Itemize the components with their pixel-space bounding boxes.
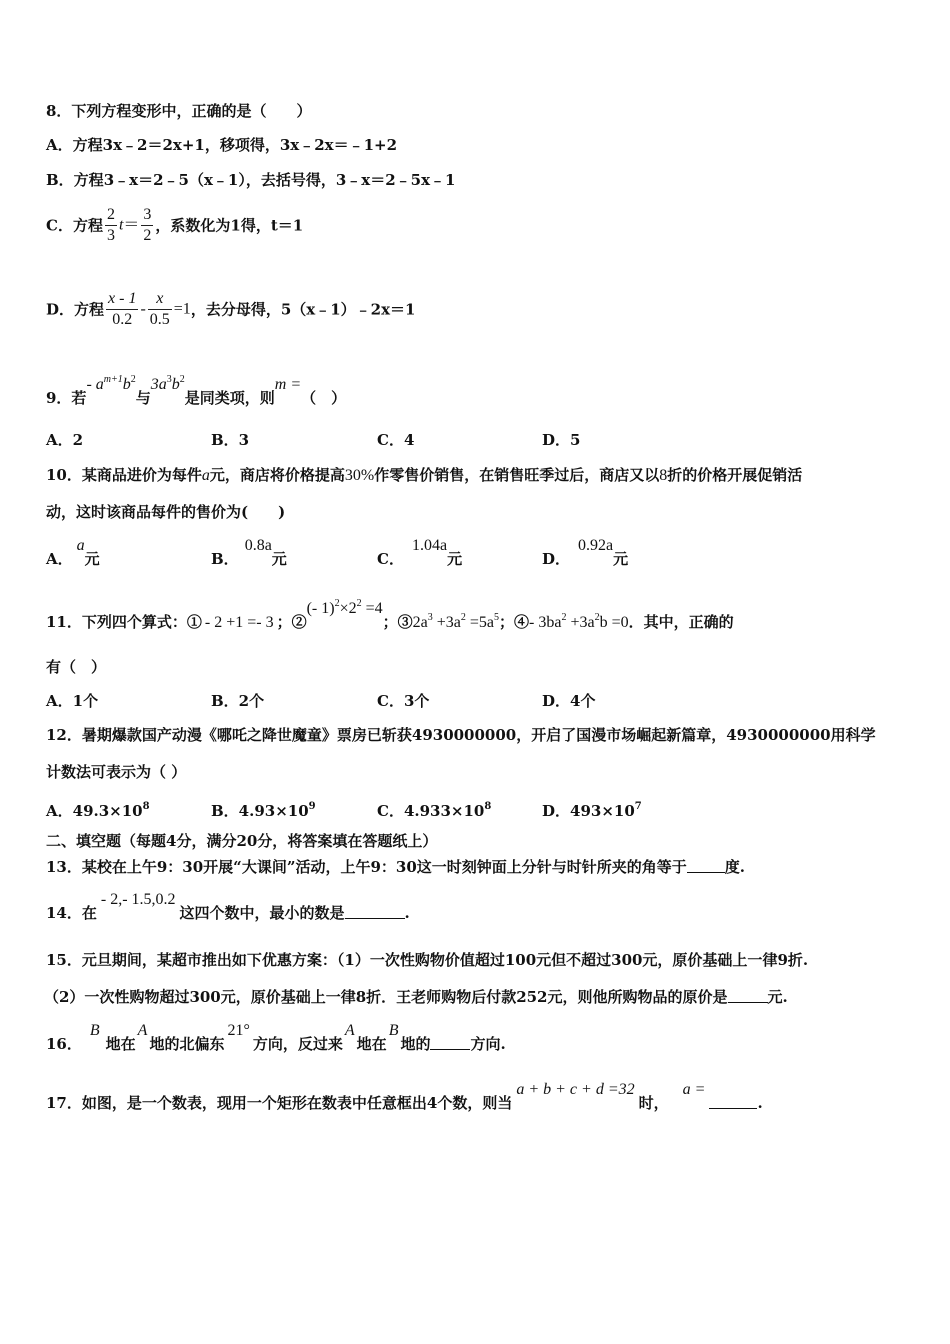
q11-line2: 有（ ） — [46, 658, 107, 676]
q11-option-b: B．2个 — [211, 692, 265, 710]
q12-line1: 12．暑期爆款国产动漫《哪吒之降世魔童》票房已斩获4930000000，开启了国漫市场崛起新篇章，4930000000用科学 — [46, 726, 876, 744]
q16-answer-blank[interactable] — [430, 1035, 470, 1050]
q10-line1: 10．某商品进价为每件a元，商店将价格提高30%作零售价销售，在销售旺季过后，商店又以8折的价格开展促销活 — [46, 466, 803, 484]
q8-option-d: D．方程 $\frac{x - 1}{0.2}$ - $\frac{x}{0.5}$ =1，去分母得，5（x﹣1）﹣2x＝1 — [46, 290, 416, 328]
q9-expr2: $3a^3b^2$ — [150, 374, 185, 393]
q16: 16．B地在A地的北偏东21°方向，反过来A地在B地的 方向. — [46, 1022, 506, 1053]
fraction-3-2: $\frac{3}{2}$ — [143, 206, 152, 244]
q15-line1: 15．元旦期间，某超市推出如下优惠方案：（1）一次性购物价值超过100元但不超过300元，原价基础上一律9折. — [46, 951, 809, 969]
q12-line2: 计数法可表示为（ ） — [46, 763, 187, 781]
q9-stem: 9．若- $a^{m+1}b^2$与$3a^3b^2$是同类项，则m =（ ） — [46, 374, 347, 407]
q13-answer-blank[interactable] — [687, 858, 725, 873]
q8-stem: 8．下列方程变形中，正确的是（ ） — [46, 102, 312, 120]
q17-answer-blank[interactable] — [709, 1094, 757, 1109]
q11-expr3: $2a^3 +3a^2 =5a^5$ — [412, 612, 500, 631]
q9-option-a: A．2 — [46, 431, 84, 449]
q17: 17．如图，是一个数表，现用一个矩形在数表中任意框出4个数，则当a + b + c + d =32时，a =. — [46, 1081, 763, 1112]
q8-option-a: A．方程3x﹣2＝2x+1，移项得，3x﹣2x＝﹣1+2 — [46, 136, 398, 154]
q8-option-b: B．方程3﹣x＝2﹣5（x﹣1），去括号得，3﹣x＝2﹣5x﹣1 — [46, 171, 456, 189]
fraction-x-over-0.5: $\frac{x}{0.5}$ — [149, 290, 170, 328]
q15-answer-blank[interactable] — [728, 988, 768, 1003]
q10-line2: 动，这时该商品每件的售价为( ) — [46, 503, 286, 521]
q11-option-d: D．4个 — [542, 692, 596, 710]
q12-option-d: D．$493\times 10^7$ — [542, 801, 642, 820]
q12-option-b: B．$4.93\times 10^9$ — [211, 801, 316, 820]
q13: 13．某校在上午9：30开展“大课间”活动，上午9：30这一时刻钟面上分针与时针所夹的角等于 度. — [46, 858, 745, 876]
q11-option-a: A．1个 — [46, 692, 99, 710]
fraction-2-3: $\frac{2}{3}$ — [106, 206, 115, 244]
q11-line1: 11．下列四个算式：① - 2 +1 =- 3 ；②(- $1)^2\times 2^2 =4$；$③2a^3 +3a^2 =5a^5$；④- $3ba^2 +3a^2b =0$．其中，正确的 — [46, 598, 734, 631]
q15-line2: （2）一次性购物超过300元，原价基础上一律8折．王老师购物后付款252元，则他所购物品的原价是 元. — [44, 988, 788, 1006]
q9-option-d: D．5 — [542, 431, 581, 449]
q10-option-b: B．0.8a元 — [211, 537, 287, 568]
q9-option-c: C．4 — [377, 431, 415, 449]
q11-option-c: C．3个 — [377, 692, 430, 710]
fraction-x-minus-1-over-0.2: $\frac{x - 1}{0.2}$ — [108, 290, 137, 328]
q10-option-a: A．a元 — [46, 537, 100, 568]
q8-option-c: C．方程 $\frac{2}{3}$ t＝ $\frac{3}{2}$ ，系数化为1得，t＝1 — [46, 206, 304, 244]
q12-option-a: A．$49.3\times 10^8$ — [46, 801, 150, 820]
section-heading-fill-blank: 二、填空题（每题4分，满分20分，将答案填在答题纸上） — [46, 832, 438, 850]
q10-option-c: C．1.04a元 — [377, 537, 463, 568]
q11-expr2: (- $1)^2\times 2^2 =4$ — [306, 598, 383, 617]
q11-expr4: - $3ba^2 +3a^2b =0$ — [529, 612, 629, 631]
q10-option-d: D．0.92a元 — [542, 537, 629, 568]
q12-option-c: C．$4.933\times 10^8$ — [377, 801, 492, 820]
q14: 14．在- 2,- 1.5,0.2这四个数中，最小的数是 . — [46, 891, 410, 922]
q9-option-b: B．3 — [211, 431, 250, 449]
q9-expr1: - $a^{m+1}b^2$ — [86, 374, 136, 393]
q14-answer-blank[interactable] — [345, 904, 405, 919]
